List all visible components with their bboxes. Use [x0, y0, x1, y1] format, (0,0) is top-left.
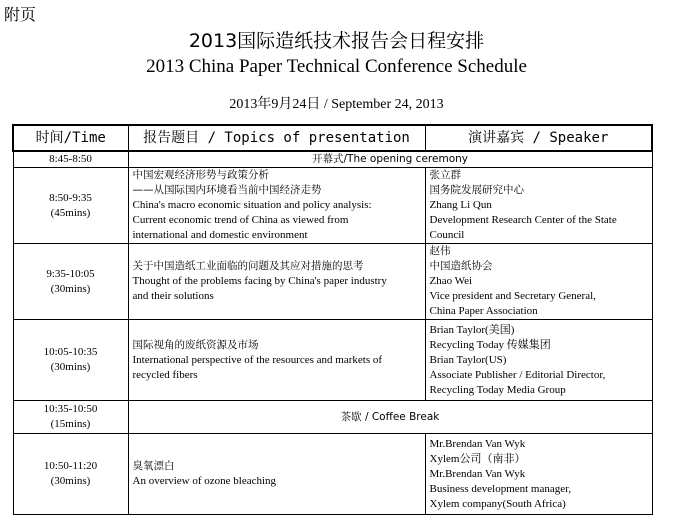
- header-row: [13, 125, 652, 151]
- speaker-line: 赵伟: [429, 245, 451, 257]
- time-duration: (30mins): [50, 475, 91, 487]
- topic-line: and their solutions: [132, 290, 214, 302]
- time-cell: [13, 434, 128, 515]
- speaker-line: Business development manager,: [429, 482, 572, 495]
- speaker-line: Vice president and Secretary General,: [429, 290, 596, 302]
- topic-line: An overview of ozone bleaching: [132, 475, 277, 487]
- speaker-line: 国务院发展研究中心: [429, 184, 524, 196]
- schedule-date: 2013年9月24日 / September 24, 2013: [229, 97, 444, 112]
- break-row: [13, 401, 652, 434]
- header-topic: 报告题目 / Topics of presentation: [128, 125, 425, 151]
- time-range: 8:50-9:35: [49, 191, 92, 204]
- opening-ceremony: 开幕式/The opening ceremony: [128, 151, 652, 168]
- table-row: [13, 244, 652, 320]
- time-cell: [13, 401, 128, 434]
- speaker-line: 中国造纸协会: [429, 260, 493, 272]
- speaker-line: Recycling Today Media Group: [429, 383, 566, 396]
- time-range: 10:35-10:50: [43, 403, 98, 415]
- topic-line: China's macro economic situation and policy analysis:: [132, 199, 372, 211]
- time-range: 9:35-10:05: [46, 267, 95, 280]
- topic-line: International perspective of the resources and markets of: [132, 353, 383, 366]
- schedule-table: [12, 124, 653, 515]
- topic-line: Thought of the problems facing by China's paper industry: [132, 275, 387, 287]
- topic-line: international and domestic environment: [132, 229, 308, 241]
- time-range: 10:05-10:35: [43, 346, 98, 358]
- speaker-cell: [425, 434, 652, 515]
- speaker-line: Mr.Brendan Van Wyk: [429, 437, 526, 450]
- speaker-line: Brian Taylor(美国): [429, 323, 515, 336]
- speaker-line: Brian Taylor(US): [429, 353, 507, 366]
- speaker-line: China Paper Association: [429, 305, 538, 317]
- speaker-line: Zhao Wei: [429, 275, 473, 287]
- topic-line: 中国宏观经济形势与政策分析: [132, 169, 269, 181]
- speaker-cell: [425, 244, 652, 320]
- table-row: [13, 168, 652, 244]
- speaker-line: Development Research Center of the State: [429, 214, 617, 226]
- speaker-line: Recycling Today 传媒集团: [429, 338, 551, 351]
- title-english: 2013 China Paper Technical Conference Schedule: [146, 56, 527, 77]
- time-duration: (15mins): [50, 418, 91, 430]
- speaker-line: Mr.Brendan Van Wyk: [429, 467, 526, 480]
- topic-line: 关于中国造纸工业面临的问题及其应对措施的思考: [132, 260, 364, 272]
- opening-row: [13, 151, 652, 168]
- time-range: 10:50-11:20: [43, 460, 98, 472]
- time-duration: (45mins): [50, 206, 91, 219]
- opening-time: 8:45-8:50: [13, 151, 128, 168]
- table-row: [13, 434, 652, 515]
- speaker-line: Xylem公司（南非）: [429, 452, 526, 465]
- speaker-line: Council: [429, 229, 465, 241]
- speaker-line: Zhang Li Qun: [429, 199, 492, 211]
- time-duration: (30mins): [50, 282, 91, 295]
- time-cell: [13, 168, 128, 244]
- topic-line: recycled fibers: [132, 368, 198, 381]
- speaker-cell: [425, 168, 652, 244]
- topic-line: 国际视角的废纸资源及市场: [132, 338, 259, 351]
- topic-cell: [128, 244, 425, 320]
- topic-line: ——从国际国内环境看当前中国经济走势: [132, 184, 322, 196]
- header-speaker: 演讲嘉宾 / Speaker: [425, 125, 652, 151]
- topic-cell: [128, 320, 425, 401]
- topic-cell: [128, 168, 425, 244]
- table-row: [13, 320, 652, 401]
- speaker-line: 张立群: [429, 169, 461, 181]
- appendix-label: 附页: [4, 5, 37, 24]
- title-chinese: 2013国际造纸技术报告会日程安排: [188, 30, 485, 52]
- header-time: 时间/Time: [13, 125, 128, 151]
- topic-line: 臭氧漂白: [132, 460, 175, 472]
- coffee-break: 茶歇 / Coffee Break: [128, 401, 652, 434]
- time-cell: [13, 320, 128, 401]
- topic-cell: [128, 434, 425, 515]
- topic-line: Current economic trend of China as viewed from: [132, 214, 349, 226]
- speaker-line: Associate Publisher / Editorial Director,: [429, 368, 606, 381]
- time-cell: [13, 244, 128, 320]
- speaker-cell: [425, 320, 652, 401]
- speaker-line: Xylem company(South Africa): [429, 497, 566, 510]
- time-duration: (30mins): [50, 361, 91, 373]
